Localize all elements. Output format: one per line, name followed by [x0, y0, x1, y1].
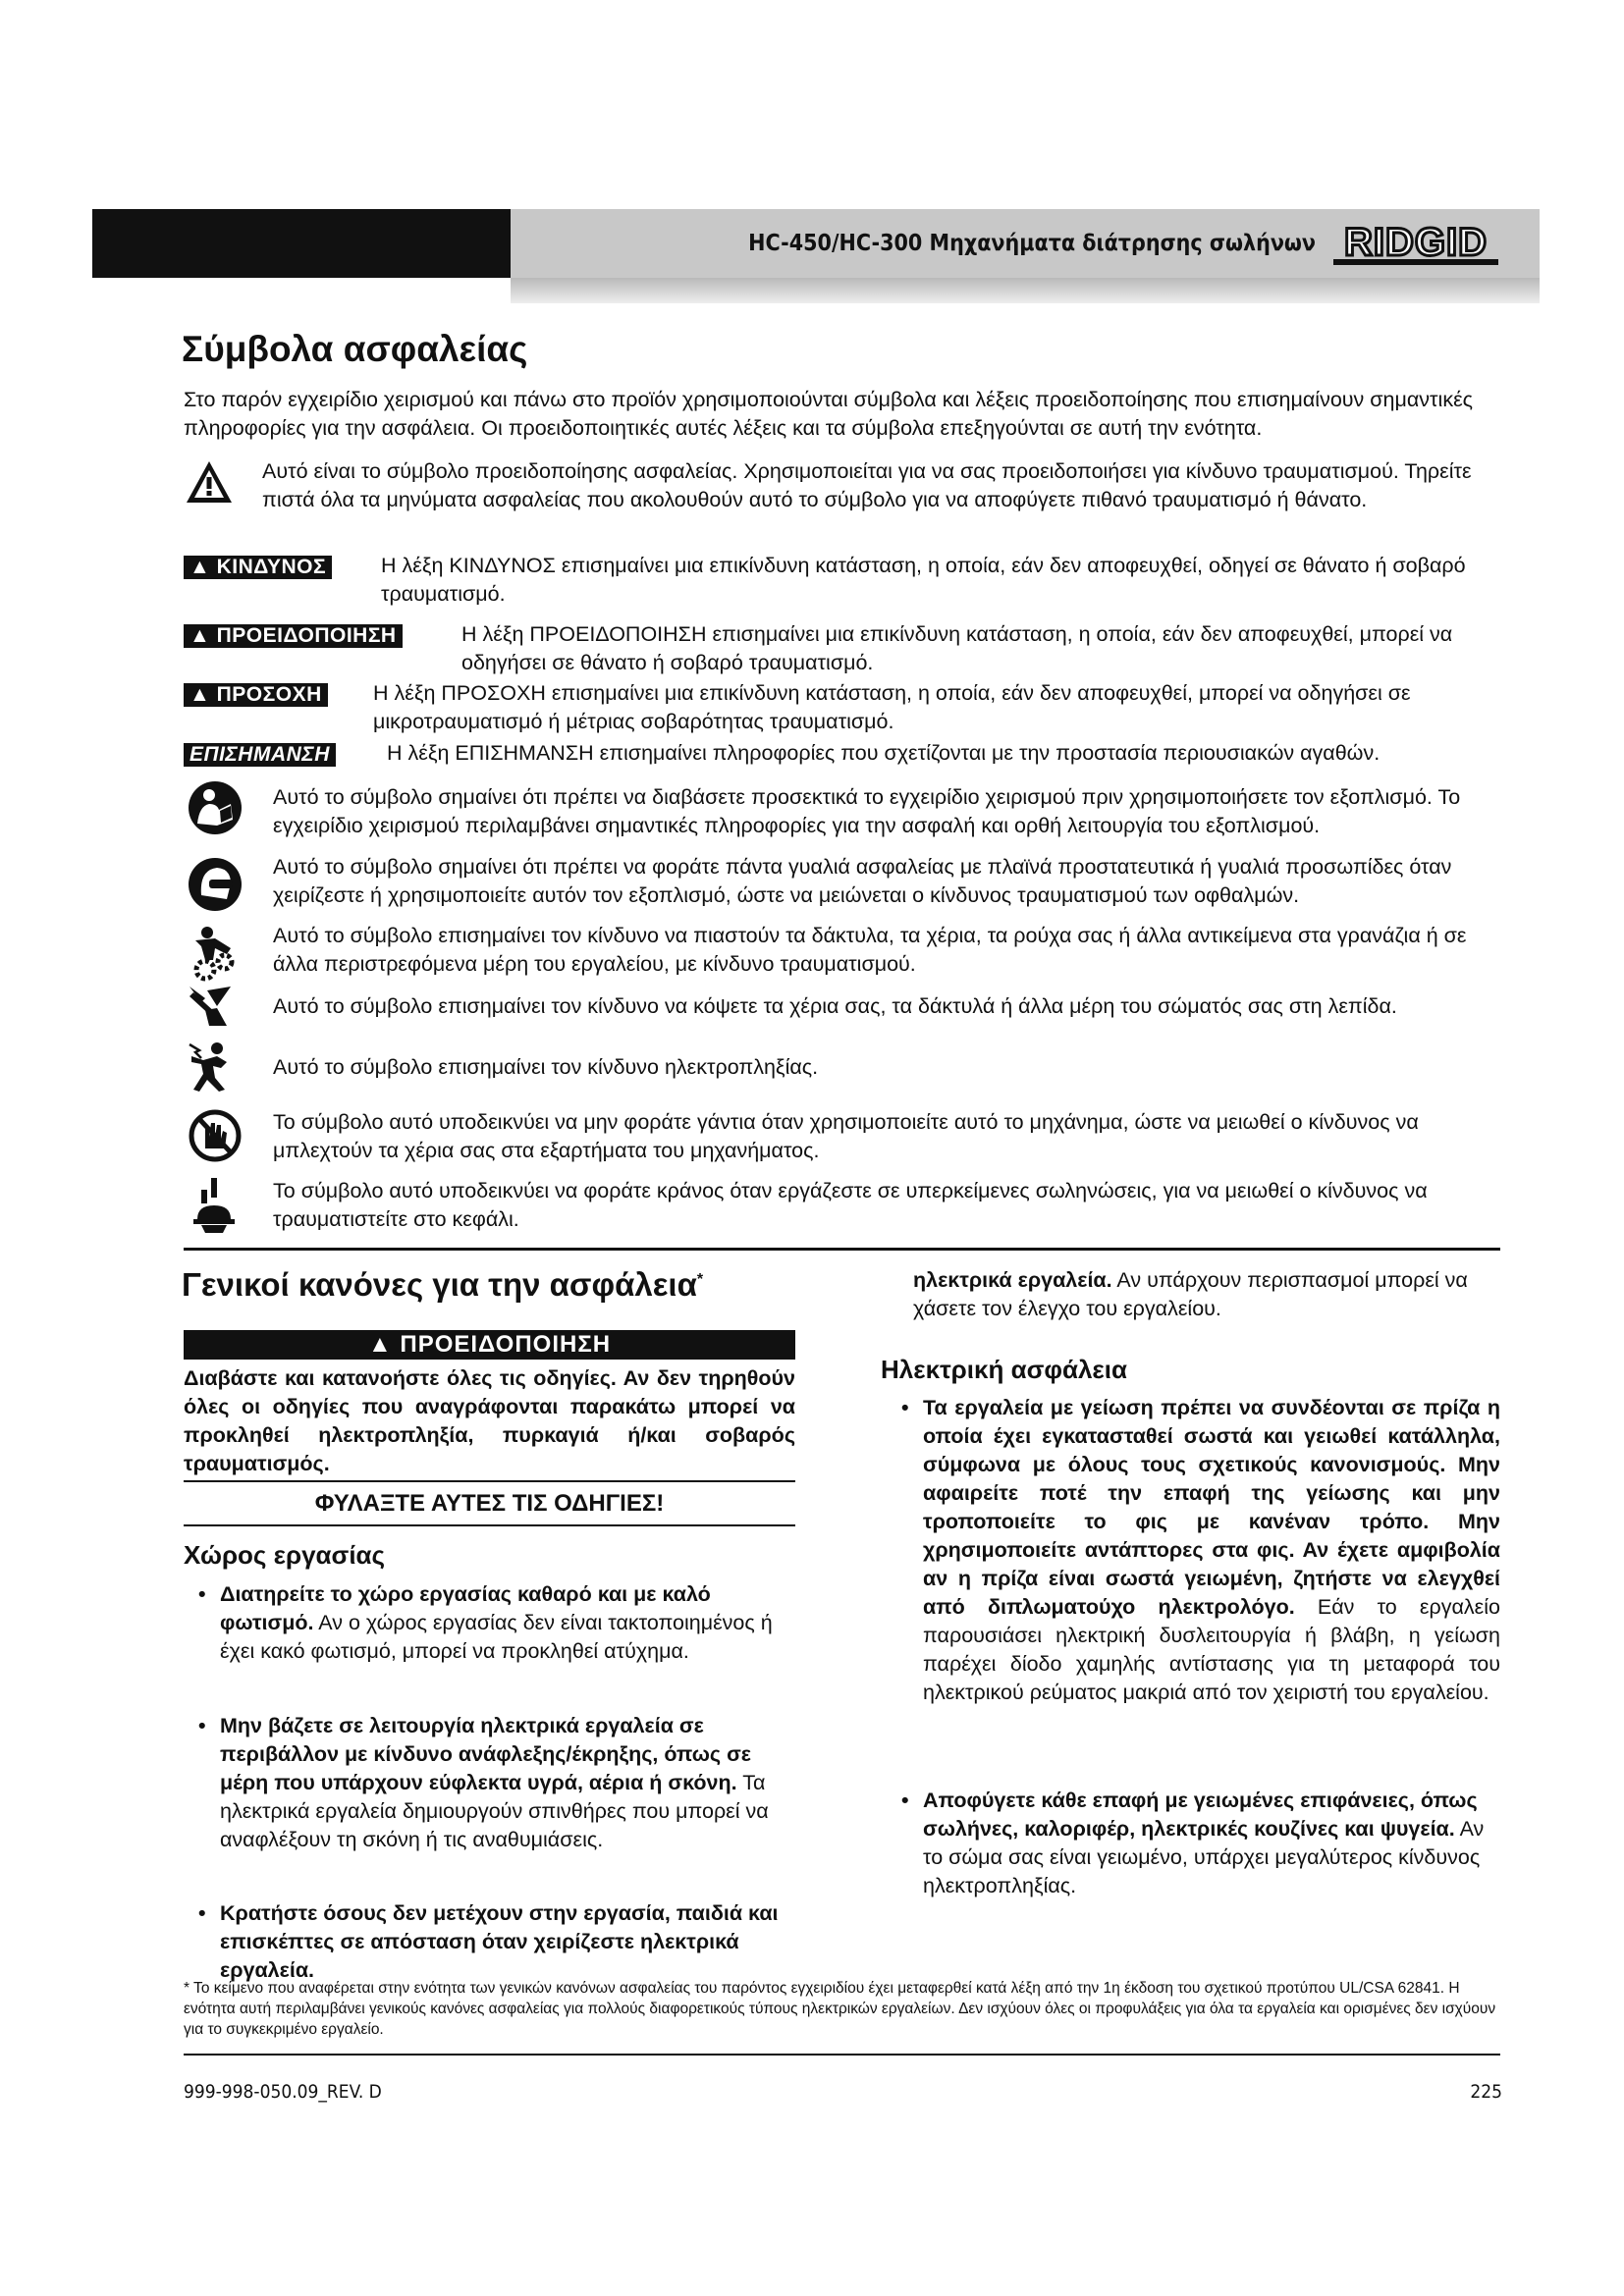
safety-glasses-icon [188, 856, 243, 913]
general-rules-heading-text: Γενικοί κανόνες για την ασφάλεια [182, 1266, 697, 1303]
cut-hazard-icon [188, 985, 233, 1028]
hard-hat-icon [191, 1176, 237, 1235]
general-rules-heading [182, 1266, 703, 1304]
entanglement-icon [188, 925, 237, 982]
header-shadow [511, 278, 1540, 303]
general-rules-heading-mark: * [696, 1271, 704, 1288]
work-area-bullet-3-text: Αν υπάρχουν περισπασμοί μπορεί να χάσετε τον έλεγχο του εργαλείου. [913, 1268, 1468, 1320]
work-area-bullet-1-text: Αν ο χώρος εργασίας δεν είναι τακτοποιημένος ή έχει κακό φωτισμό, μπορεί να προκληθεί ατύχημα. [220, 1611, 773, 1663]
work-area-bullet-1-bold: Διατηρείτε το χώρο εργασίας καθαρό και με καλό φωτισμό. [220, 1582, 711, 1634]
work-area-bullet-3-bold-end: ηλεκτρικά εργαλεία. [913, 1268, 1112, 1292]
page-number: 225 [1470, 2081, 1502, 2103]
no-gloves-icon [188, 1107, 243, 1164]
ridgid-logo-text: RIDGID [1344, 221, 1488, 264]
danger-text: Η λέξη ΚΙΝΔΥΝΟΣ επισημαίνει μια επικίνδυνη κατάσταση, η οποία, εάν δεν αποφευχθεί, οδηγεί σε θάνατο ή σοβαρό τραυματισμό. [381, 554, 1466, 606]
safety-symbols-heading: Σύμβολα ασφαλείας [182, 329, 528, 369]
electrical-bullet-2-text: Αν το σώμα σας είναι γειωμένο, υπάρχει μεγαλύτερος κίνδυνος ηλεκτροπληξίας. [923, 1817, 1485, 1897]
safety-symbols-intro: Στο παρόν εγχειρίδιο χειρισμού και πάνω στο προϊόν χρησιμοποιούνται σύμβολα και λέξεις προειδοποίησης που επισημαίνουν σημαντικές πληροφορίες για την ασφάλεια. Οι προειδοποιητικές αυτές λέξεις και τα σύμβολα επεξηγούνται σε αυτή την ενότητα. [184, 388, 1474, 440]
bullet-dot: • [198, 1582, 206, 1606]
bullet-dot: • [198, 1901, 206, 1925]
work-area-bullet-3-continued [913, 1266, 1500, 1323]
keep-rule-bottom [184, 1524, 795, 1526]
notice-text: Η λέξη ΕΠΙΣΗΜΑΝΣΗ επισημαίνει πληροφορίες που σχετίζονται με την προστασία περιουσιακών αγαθών. [387, 741, 1380, 765]
work-area-bullet-3-bold: Κρατήστε όσους δεν μετέχουν στην εργασία, παιδιά και επισκέπτες σε απόσταση όταν χειρίζεστε ηλεκτρικά εργαλεία. [220, 1901, 779, 1982]
bullet-dot: • [901, 1396, 909, 1419]
electrical-bullet-1 [901, 1394, 1500, 1707]
caution-text: Η λέξη ΠΡΟΣΟΧΗ επισημαίνει μια επικίνδυνη κατάσταση, η οποία, εάν δεν αποφευχθεί, μπορεί να οδηγήσει σε μικροτραυματισμό ή μέτριας σοβαρότητας τραυματισμό. [373, 681, 1411, 733]
safety-alert-text: Αυτό είναι το σύμβολο προειδοποίησης ασφαλείας. Χρησιμοποιείται για να σας προειδοποιήσει για κίνδυνο τραυματισμού. Τηρείτε πιστά όλα τα μηνύματα ασφαλείας που ακολουθούν αυτό το σύμβολο για να αποφύγετε πιθανό τραυματισμό ή θάνατο. [262, 459, 1472, 511]
footer-rule [184, 2054, 1500, 2056]
notice-label: ΕΠΙΣΗΜΑΝΣΗ [184, 743, 336, 767]
hard-hat-text: Το σύμβολο αυτό υποδεικνύει να φοράτε κράνος όταν εργάζεστε σε υπερκείμενες σωληνώσεις, για να μειωθεί ο κίνδυνος να τραυματιστείτε στο κεφάλι. [273, 1179, 1428, 1231]
caution-label: ▲ ΠΡΟΣΟΧΗ [184, 683, 328, 707]
document-number: 999-998-050.09_REV. D [184, 2081, 382, 2103]
work-area-heading: Χώρος εργασίας [184, 1540, 386, 1570]
work-area-bullet-2-bold: Μην βάζετε σε λειτουργία ηλεκτρικά εργαλεία σε περιβάλλον με κίνδυνο ανάφλεξης/έκρηξης, όπως σε μέρη που υπάρχουν εύφλεκτα υγρά, αέρια ή σκόνη. [220, 1714, 751, 1794]
electric-shock-icon [188, 1041, 235, 1094]
electrical-bullet-2-bold: Αποφύγετε κάθε επαφή με γειωμένες επιφάνειες, όπως σωλήνες, καλοριφέρ, ηλεκτρικές κουζίνες και ψυγεία. [923, 1789, 1478, 1841]
keep-rule-top [184, 1480, 795, 1482]
footnote: * Το κείμενο που αναφέρεται στην ενότητα των γενικών κανόνων ασφαλείας του παρόντος εγχειριδίου έχει μεταφερθεί κατά λέξη από την 1η έκδοση του σχετικού προτύπου UL/CSA 62841. Η ενότητα αυτή περιλαμβάνει γενικούς κανόνες ασφαλείας για πολλούς διαφορετικούς τύπους ηλεκτρικών εργαλείων. Δεν ισχύουν όλες οι προφυλάξεις για όλα τα εργαλεία και ορισμένες δεν ισχύουν για το συγκεκριμένο εργαλείο. [184, 1980, 1496, 2038]
ridgid-logo [1331, 216, 1500, 271]
cut-hazard-text: Αυτό το σύμβολο επισημαίνει τον κίνδυνο να κόψετε τα χέρια σας, τα δάκτυλά ή άλλα μέρη του σώματός σας στη λεπίδα. [273, 994, 1397, 1018]
general-warning-label: ▲ ΠΡΟΕΙΔΟΠΟΙΗΣΗ [184, 1330, 795, 1360]
safety-alert-icon [184, 458, 235, 506]
electrical-safety-heading: Ηλεκτρική ασφάλεια [881, 1355, 1127, 1384]
danger-label: ▲ ΚΙΝΔΥΝΟΣ [184, 556, 332, 579]
warning-text: Η λέξη ΠΡΟΕΙΔΟΠΟΙΗΣΗ επισημαίνει μια επικίνδυνη κατάσταση, η οποία, εάν δεν αποφευχθεί, μπορεί να οδηγήσει σε θάνατο ή σοβαρό τραυματισμό. [461, 622, 1453, 674]
safety-glasses-text: Αυτό το σύμβολο σημαίνει ότι πρέπει να φοράτε πάντα γυαλιά ασφαλείας με πλαϊνά προστατευτικά ή γυαλιά προσωπίδες όταν χειρίζεστε ή χρησιμοποιείτε αυτόν τον εξοπλισμό, ώστε να μειώνεται ο κίνδυνος τραυματισμού των οφθαλμών. [273, 855, 1452, 907]
keep-instructions: ΦΥΛΑΞΤΕ ΑΥΤΕΣ ΤΙΣ ΟΔΗΓΙΕΣ! [314, 1490, 665, 1517]
general-warning-text: Διαβάστε και κατανοήστε όλες τις οδηγίες. Αν δεν τηρηθούν όλες οι οδηγίες που αναγράφονται παρακάτω μπορεί να προκληθεί ηλεκτροπληξία, πυρκαγιά ή/και σοβαρός τραυματισμός. [184, 1366, 795, 1475]
section-divider [184, 1248, 1500, 1251]
header-title: HC-450/HC-300 Μηχανήματα διάτρησης σωλήνων [748, 231, 1316, 256]
work-area-bullet-3 [198, 1899, 795, 1982]
bullet-dot: • [901, 1789, 909, 1812]
no-gloves-text: Το σύμβολο αυτό υποδεικνύει να μην φοράτε γάντια όταν χρησιμοποιείτε αυτό το μηχάνημα, ώστε να μειωθεί ο κίνδυνος να μπλεχτούν τα χέρια σας στα εξαρτήματα του μηχανήματος. [273, 1110, 1419, 1162]
read-manual-icon [188, 780, 243, 835]
electric-shock-text: Αυτό το σύμβολο επισημαίνει τον κίνδυνο ηλεκτροπληξίας. [273, 1055, 819, 1079]
electrical-bullet-1-text: Εάν το εργαλείο παρουσιάσει ηλεκτρική δυσλειτουργία ή βλάβη, η γείωση παρέχει δίοδο χαμηλής αντίστασης για τη μεταφορά του ηλεκτρικού ρεύματος μακριά από τον χειριστή του εργαλείου. [923, 1595, 1500, 1704]
read-manual-text: Αυτό το σύμβολο σημαίνει ότι πρέπει να διαβάσετε προσεκτικά το εγχειρίδιο χειρισμού πριν χρησιμοποιήσετε τον εξοπλισμό. Το εγχειρίδιο χειρισμού περιλαμβάνει σημαντικές πληροφορίες για την ασφαλή και ορθή λειτουργία του εξοπλισμού. [273, 785, 1461, 837]
electrical-bullet-1-bold: Τα εργαλεία με γείωση πρέπει να συνδέονται σε πρίζα η οποία έχει εγκατασταθεί σωστά και γειωθεί κατάλληλα, σύμφωνα με όλους τους σχετικούς κανονισμούς. Μην αφαιρείτε ποτέ την επαφή της γείωσης και μην τροποποιείτε το φις με κανέναν τρόπο. Μην χρησιμοποιείτε αντάπτορες στα φις. Αν έχετε αμφιβολία αν η πρίζα είναι σωστά γειωμένη, ζητήστε να ελεγχθεί από διπλωματούχο ηλεκτρολόγο. [923, 1396, 1500, 1619]
entanglement-text: Αυτό το σύμβολο επισημαίνει τον κίνδυνο να πιαστούν τα δάκτυλα, τα χέρια, τα ρούχα σας ή άλλα αντικείμενα στα γρανάζια ή σε άλλα περιστρεφόμενα μέρη του εργαλείου, με κίνδυνο τραυματισμού. [273, 924, 1467, 976]
work-area-bullet-1 [198, 1580, 795, 1666]
header-black-bar [92, 209, 511, 278]
work-area-bullet-2 [198, 1712, 795, 1854]
work-area-bullet-2-text: Τα ηλεκτρικά εργαλεία δημιουργούν σπινθήρες που μπορεί να αναφλέξουν τη σκόνη ή τις αναθυμιάσεις. [220, 1771, 769, 1851]
electrical-bullet-2 [901, 1787, 1500, 1900]
bullet-dot: • [198, 1714, 206, 1737]
warning-label: ▲ ΠΡΟΕΙΔΟΠΟΙΗΣΗ [184, 624, 403, 648]
